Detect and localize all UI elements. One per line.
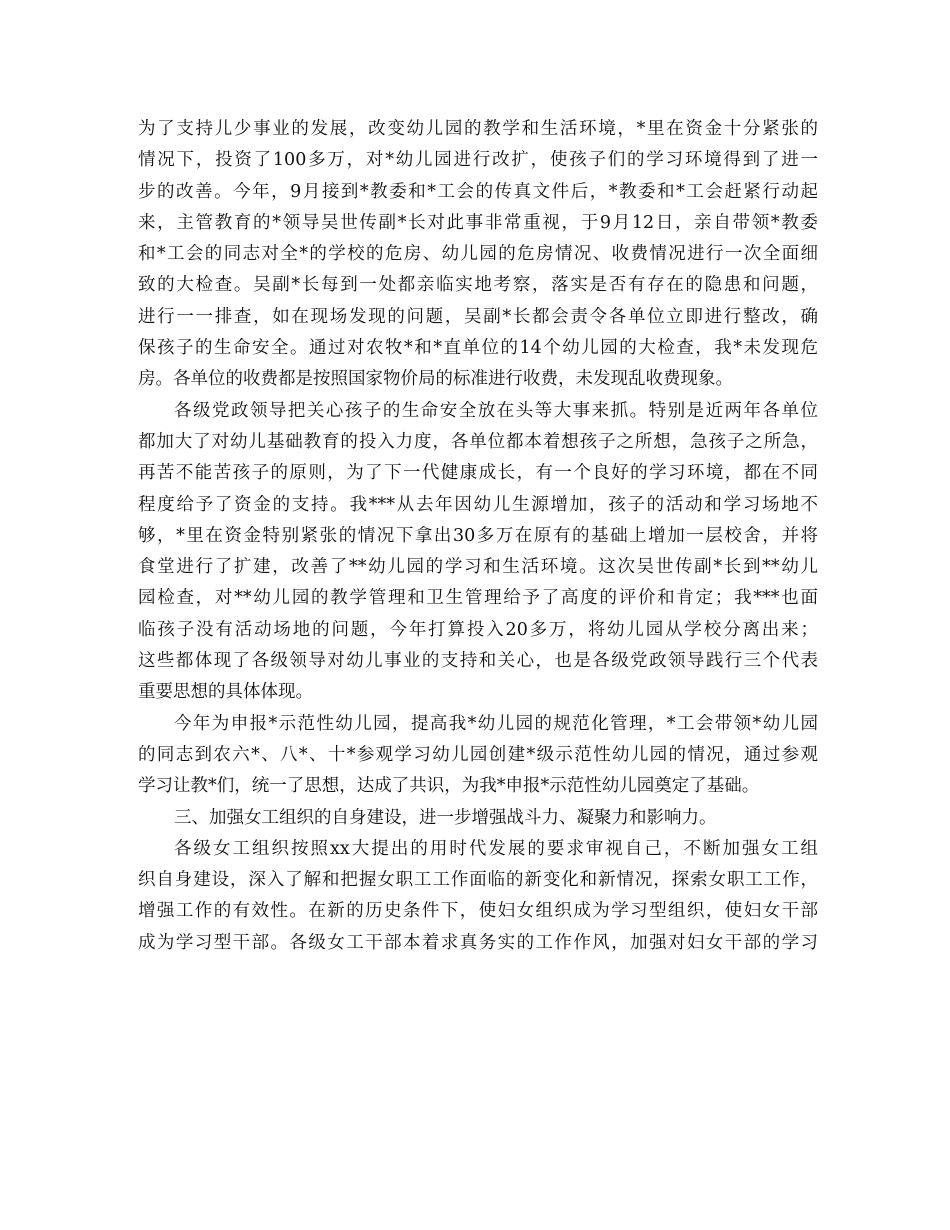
text-line: 各级女工组织按照xx大提出的用时代发展的要求审视自己，不断加强女工组 xyxy=(174,838,818,859)
text-line: 为了支持儿少事业的发展，改变幼儿园的教学和生活环境，*里在资金十分紧张的 xyxy=(138,119,818,139)
text-line: 情况下，投资了100多万，对*幼儿园进行改扩，使孩子们的学习环境得到了进一 xyxy=(138,150,818,171)
text-line: 致的大检查。吴副*长每到一处都亲临实地考察，落实是否有存在的隐患和问题， xyxy=(138,275,818,296)
text-line: 成为学习型干部。各级女工干部本着求真务实的工作作风，加强对妇女干部的学习 xyxy=(138,932,818,953)
text-line: 这些都体现了各级领导对幼儿事业的支持和关心，也是各级党政领导践行三个代表 xyxy=(138,651,818,672)
text-line: 的同志到农六*、八*、十*参观学习幼儿园创建*级示范性幼儿园的情况，通过参观 xyxy=(138,744,818,765)
text-line: 重要思想的具体体现。 xyxy=(138,682,313,703)
text-line: 程度给予了资金的支持。我***从去年因幼儿生源增加，孩子的活动和学习场地不 xyxy=(138,494,818,515)
text-line: 步的改善。今年，9月接到*教委和*工会的传真文件后，*教委和*工会赶紧行动起 xyxy=(138,181,818,202)
text-line: 来，主管教育的*领导吴世传副*长对此事非常重视，于9月12日，亲自带领*教委 xyxy=(138,212,818,233)
text-line: 园检查，对**幼儿园的教学管理和卫生管理给予了高度的评价和肯定；我***也面 xyxy=(138,588,818,609)
text-line: 进行一一排查，如在现场发现的问题，吴副*长都会责令各单位立即进行整改，确 xyxy=(138,306,818,327)
text-line: 学习让教*们，统一了思想，达成了共识，为我*申报*示范性幼儿园奠定了基础。 xyxy=(138,776,760,797)
body-text xyxy=(138,114,818,959)
text-line: 保孩子的生命安全。通过对农牧*和*直单位的14个幼儿园的大检查，我*未发现危 xyxy=(138,338,818,359)
text-line: 临孩子没有活动场地的问题，今年打算投入20多万，将幼儿园从学校分离出来； xyxy=(138,619,818,640)
text-line: 各级党政领导把关心孩子的生命安全放在头等大事来抓。特别是近两年各单位 xyxy=(174,400,818,421)
text-line: 今年为申报*示范性幼儿园，提高我*幼儿园的规范化管理，*工会带领*幼儿园 xyxy=(174,713,818,734)
text-line: 够，*里在资金特别紧张的情况下拿出30多万在原有的基础上增加一层校舍，并将 xyxy=(138,525,818,546)
text-line: 织自身建设，深入了解和把握女职工工作面临的新变化和新情况，探索女职工工作， xyxy=(138,870,818,891)
text-line: 房。各单位的收费都是按照国家物价局的标准进行收费，未发现乱收费现象。 xyxy=(138,369,733,390)
text-line: 再苦不能苦孩子的原则，为了下一代健康成长，有一个良好的学习环境，都在不同 xyxy=(138,463,818,484)
text-line: 都加大了对幼儿基础教育的投入力度，各单位都本着想孩子之所想，急孩子之所急， xyxy=(138,431,818,452)
text-line: 食堂进行了扩建，改善了**幼儿园的学习和生活环境。这次吴世传副*长到**幼儿 xyxy=(138,557,818,578)
text-line: 和*工会的同志对全*的学校的危房、幼儿园的危房情况、收费情况进行一次全面细 xyxy=(138,244,818,265)
text-line: 增强工作的有效性。在新的历史条件下，使妇女组织成为学习型组织，使妇女干部 xyxy=(138,901,818,922)
section-heading: 三、加强女工组织的自身建设，进一步增强战斗力、凝聚力和影响力。 xyxy=(174,807,717,828)
